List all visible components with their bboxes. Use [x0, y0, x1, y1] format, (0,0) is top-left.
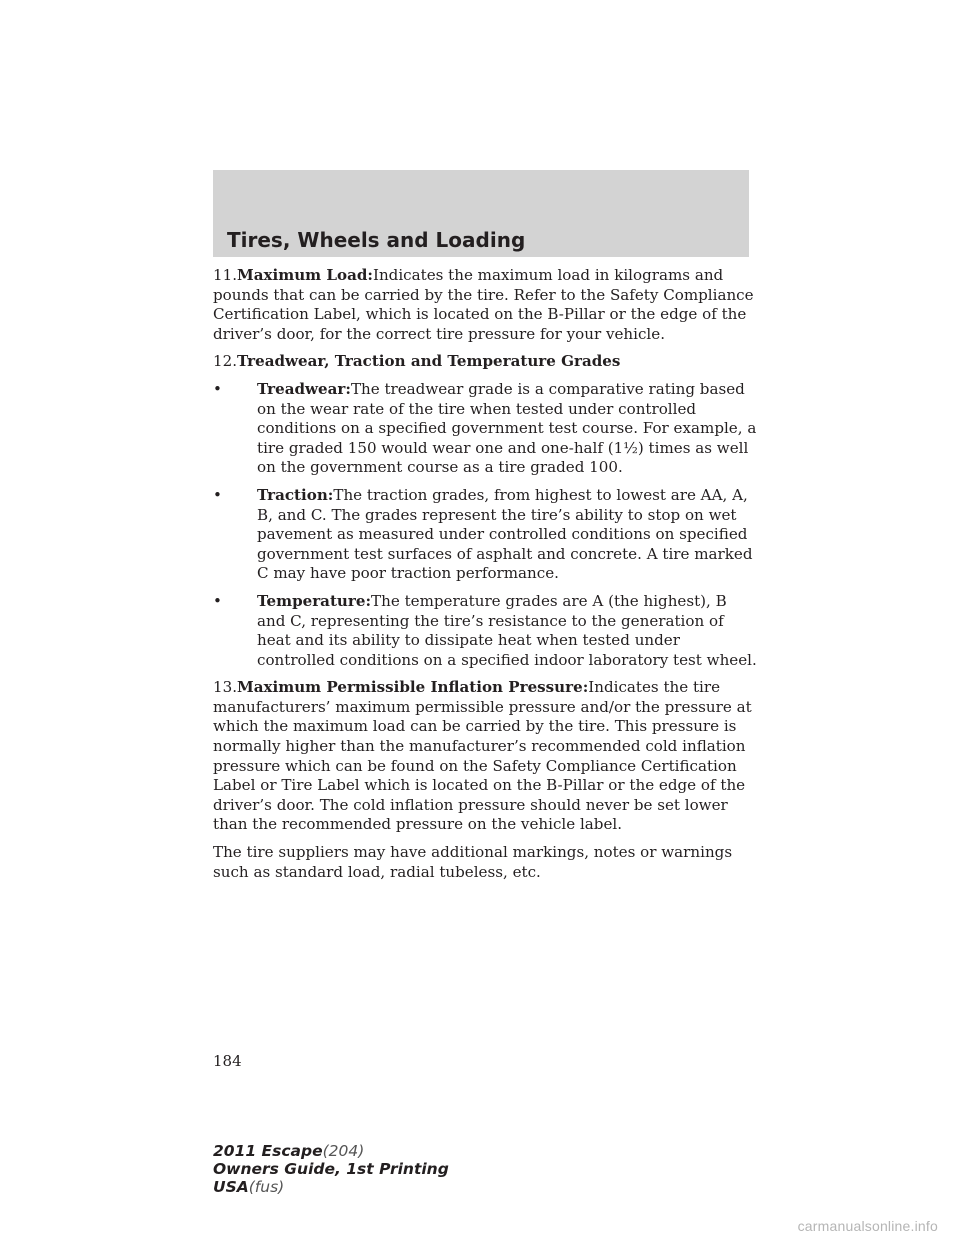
bullet-label: Traction:	[257, 485, 334, 504]
footer-model-code: (204)	[322, 1142, 365, 1160]
item-grades-heading	[213, 352, 758, 372]
footer-market-code: (fus)	[248, 1178, 285, 1196]
bullet-traction	[213, 486, 758, 584]
bullet-treadwear	[213, 380, 758, 478]
item-maximum-load	[213, 266, 758, 344]
item-text: Indicates the maximum load in kilograms and pounds that can be carried by the tire. Refer to the Safety Compliance Certification Label, which is located on the B-Pillar or the edge of the driver’s door, for the correct tire pressure for your vehicle.	[213, 266, 754, 343]
item-maximum-inflation-pressure	[213, 678, 758, 835]
bullet-label: Treadwear:	[257, 379, 351, 398]
footer-line-1	[213, 1142, 449, 1160]
footer-line-2: Owners Guide, 1st Printing	[213, 1160, 449, 1178]
bullet-icon: •	[213, 591, 222, 610]
item-number: 13.	[213, 678, 238, 697]
bullet-text: The treadwear grade is a comparative rating based on the wear rate of the tire when tested under controlled conditions on a specified government test course. For example, a tire graded 150 would wear one and one-half (1½) times as well on the government course as a tire graded 100.	[257, 379, 757, 477]
bullet-text: The temperature grades are A (the highest), B and C, representing the tire’s resistance to the generation of heat and its ability to dissipate heat when tested under controlled conditions on a specified indoor laboratory test wheel.	[257, 591, 757, 669]
footer-model: 2011 Escape	[213, 1142, 323, 1160]
bullet-text: The traction grades, from highest to lowest are AA, A, B, and C. The grades represent the tire’s ability to stop on wet pavement as measured under controlled conditions on specified government test surfaces of asphalt and concrete. A tire marked C may have poor traction performance.	[257, 485, 753, 583]
footer-line-3	[213, 1178, 449, 1196]
footer-market: USA	[213, 1178, 249, 1196]
bullet-icon: •	[213, 485, 222, 504]
item-number: 11.	[213, 266, 238, 284]
section-title: Tires, Wheels and Loading	[227, 228, 526, 252]
item-text: Indicates the tire manufacturers’ maximum permissible pressure and/or the pressure at which the maximum load can be carried by the tire. This pressure is normally higher than the manufacturer’s recommended cold inflation pressure which can be found on the Safety Compliance Certification Label or Tire Label which is located on the B-Pillar or the edge of the driver’s door. The cold inflation pressure should never be set lower than the recommended pressure on the vehicle label.	[213, 678, 752, 834]
section-header-band	[213, 170, 749, 257]
page-number: 184	[213, 1052, 242, 1070]
bullet-icon: •	[213, 379, 222, 398]
page-content	[213, 266, 758, 890]
item-label: Maximum Permissible Inflation Pressure:	[237, 678, 589, 697]
item-label: Treadwear, Traction and Temperature Grades	[237, 352, 621, 371]
print-footer	[213, 1142, 449, 1196]
item-label: Maximum Load:	[237, 266, 373, 284]
watermark-text: carmanualsonline.info	[797, 1218, 938, 1234]
item-number: 12.	[213, 352, 238, 371]
bullet-label: Temperature:	[257, 591, 372, 610]
closing-paragraph: The tire suppliers may have additional markings, notes or warnings such as standard load, radial tubeless, etc.	[213, 843, 733, 881]
bullet-temperature	[213, 592, 758, 670]
